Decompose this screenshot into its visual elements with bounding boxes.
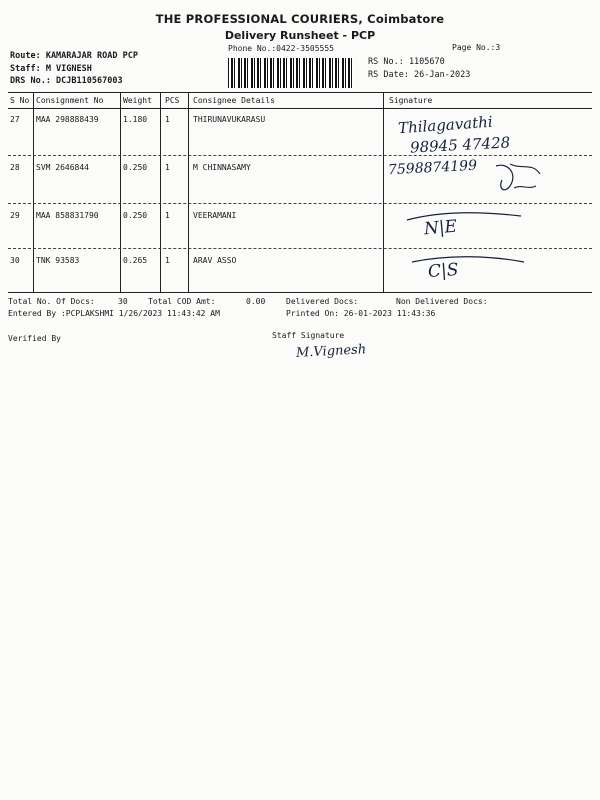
cell-sno: 29	[10, 211, 20, 220]
cell-consignment: SVM 2646844	[36, 163, 89, 172]
signature-row-27-name: Thilagavathi	[397, 112, 494, 138]
document-header	[0, 44, 600, 98]
row-separator	[8, 203, 592, 204]
col-header-signature: Signature	[389, 96, 433, 105]
total-docs-label: Total No. Of Docs:	[8, 297, 95, 306]
col-header-consignee: Consignee Details	[193, 96, 275, 105]
signature-row-30-underline	[410, 252, 530, 268]
signature-row-29-underline	[405, 208, 525, 224]
page-number: Page No.:3	[452, 43, 501, 52]
cell-weight: 0.250	[123, 163, 148, 172]
document-footer	[8, 296, 592, 320]
staff-signature-handwritten: M.Vignesh	[295, 342, 367, 361]
cell-consignment: MAA 298888439	[36, 115, 99, 124]
total-docs-value: 30	[118, 297, 128, 306]
col-header-sno: S No	[10, 96, 30, 105]
non-delivered-docs-label: Non Delivered Docs:	[396, 297, 488, 306]
page-subtitle: Delivery Runsheet - PCP	[224, 29, 376, 42]
cell-consignee: THIRUNAVUKARASU	[193, 115, 266, 124]
signature-row-30-mark: C|S	[427, 259, 460, 283]
staff-signature-label: Staff Signature	[272, 331, 345, 340]
table-vrule-4	[188, 93, 189, 292]
cell-weight: 0.250	[123, 211, 148, 220]
col-header-weight: Weight	[123, 96, 152, 105]
col-header-consignment: Consignment No	[36, 96, 104, 105]
header-left-block	[10, 50, 138, 88]
row-separator	[8, 155, 592, 156]
route-line: Route: KAMARAJAR ROAD PCP	[10, 51, 138, 61]
rs-no-line: RS No.: 1105670	[368, 57, 445, 67]
table-header-row	[8, 93, 592, 109]
rs-date-line: RS Date: 26-Jan-2023	[368, 70, 471, 80]
col-header-pcs: PCS	[165, 96, 180, 105]
cell-pcs: 1	[165, 211, 170, 220]
delivered-docs-label: Delivered Docs:	[286, 297, 359, 306]
entered-printed-row	[8, 308, 592, 320]
totals-row	[8, 296, 592, 308]
total-cod-label: Total COD Amt:	[148, 297, 216, 306]
table-vrule-2	[120, 93, 121, 292]
drs-line: DRS No.: DCJB110567003	[10, 76, 123, 86]
page-title: THE PROFESSIONAL COURIERS, Coimbatore	[155, 12, 445, 26]
cell-sno: 30	[10, 256, 20, 265]
total-cod-value: 0.00	[246, 297, 266, 306]
cell-consignment: TNK 93583	[36, 256, 80, 265]
cell-sno: 27	[10, 115, 20, 124]
table-vrule-3	[160, 93, 161, 292]
cell-pcs: 1	[165, 115, 170, 124]
entered-by-text: Entered By :PCPLAKSHMI 1/26/2023 11:43:42 AM	[8, 309, 220, 318]
signature-row-29-mark: N|E	[423, 216, 458, 240]
barcode-image	[228, 58, 353, 88]
signature-row-28-phone: 7598874199	[387, 157, 478, 179]
cell-weight: 0.265	[123, 256, 148, 265]
phone-line: Phone No.:0422-3505555	[228, 44, 334, 53]
cell-consignee: ARAV ASSO	[193, 256, 237, 265]
cell-weight: 1.180	[123, 115, 148, 124]
cell-consignee: M CHINNASAMY	[193, 163, 251, 172]
cell-consignee: VEERAMANI	[193, 211, 237, 220]
verified-by-label: Verified By	[8, 334, 61, 343]
cell-sno: 28	[10, 163, 20, 172]
cell-consignment: MAA 858831790	[36, 211, 99, 220]
staff-line: Staff: M VIGNESH	[10, 63, 92, 74]
table-vrule-5	[383, 93, 384, 292]
cell-pcs: 1	[165, 256, 170, 265]
header-right-block	[368, 56, 470, 82]
printed-on-text: Printed On: 26-01-2023 11:43:36	[286, 309, 436, 318]
row-separator	[8, 248, 592, 249]
signature-row-28-scrawl	[492, 160, 582, 200]
signature-row-27-phone: 98945 47428	[409, 133, 511, 157]
cell-pcs: 1	[165, 163, 170, 172]
table-vrule-1	[33, 93, 34, 292]
